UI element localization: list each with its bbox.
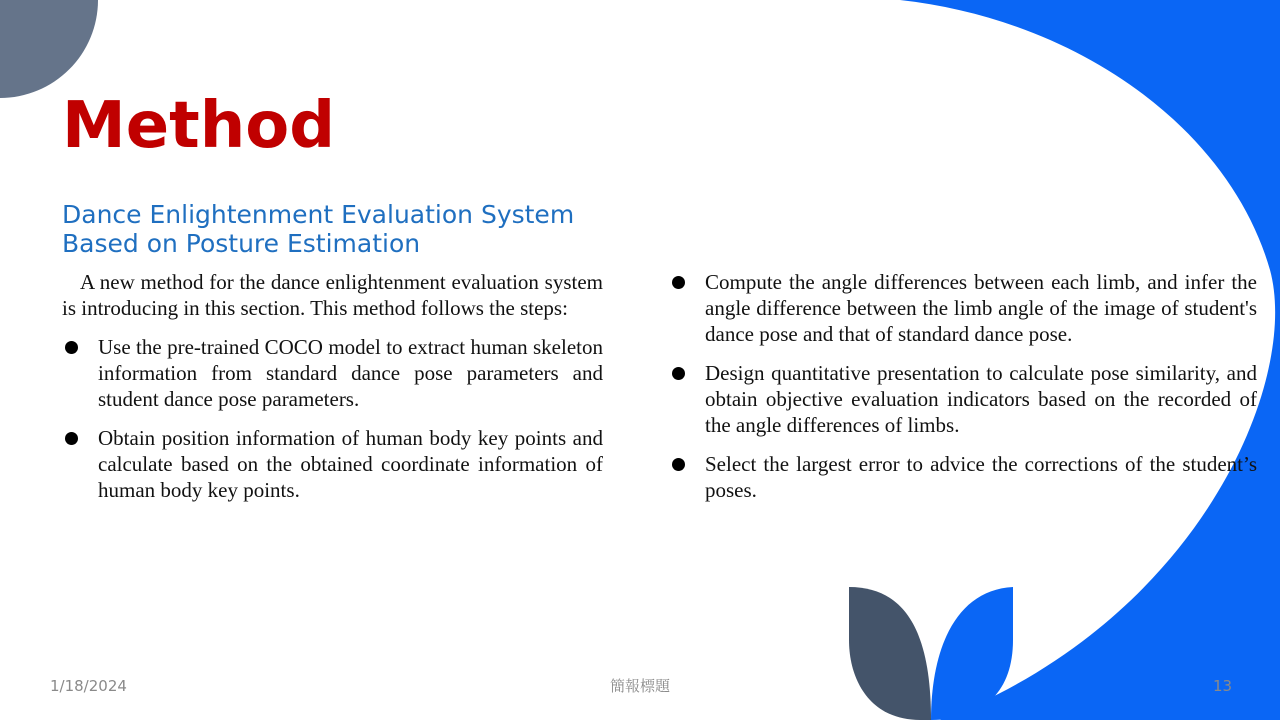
list-item xyxy=(669,451,1257,503)
list-item-text: Compute the angle differences between each limb, and infer the angle difference between the limb angle of the image of student's dance pose and that of standard dance pose. xyxy=(705,270,1257,346)
subtitle-line-1: Dance Enlightenment Evaluation System xyxy=(62,200,575,229)
footer-date: 1/18/2024 xyxy=(50,677,127,695)
bullet-dot-icon xyxy=(65,432,78,445)
subtitle-line-2: Based on Posture Estimation xyxy=(62,229,421,258)
slide-subtitle xyxy=(62,200,622,258)
left-content-column xyxy=(62,269,603,516)
list-item-text: Use the pre-trained COCO model to extract human skeleton information from standard dance pose parameters and student dance pose parameters. xyxy=(98,335,603,411)
right-bullet-list xyxy=(669,269,1257,503)
list-item xyxy=(62,425,603,503)
dark-leaf-shape xyxy=(849,587,931,720)
top-left-circle-shape xyxy=(0,0,98,98)
bullet-dot-icon xyxy=(65,341,78,354)
bullet-dot-icon xyxy=(672,367,685,380)
list-item xyxy=(669,269,1257,347)
bullet-dot-icon xyxy=(672,458,685,471)
footer-page-number: 13 xyxy=(1213,677,1233,695)
footer-presentation-title: 簡報標題 xyxy=(609,677,670,695)
left-bullet-list xyxy=(62,334,603,503)
list-item xyxy=(669,360,1257,438)
slide-title: Method xyxy=(62,89,336,163)
list-item xyxy=(62,334,603,412)
list-item-text: Design quantitative presentation to calculate pose similarity, and obtain objective evaluation indicators based on the recorded of the angle differences of limbs. xyxy=(705,361,1257,437)
list-item-text: Select the largest error to advice the corrections of the student’s poses. xyxy=(705,452,1257,502)
list-item-text: Obtain position information of human body key points and calculate based on the obtained coordinate information of human body key points. xyxy=(98,426,603,502)
bullet-dot-icon xyxy=(672,276,685,289)
right-content-column xyxy=(669,269,1257,516)
intro-paragraph: A new method for the dance enlightenment evaluation system is introducing in this section. This method follows the steps: xyxy=(62,270,603,320)
